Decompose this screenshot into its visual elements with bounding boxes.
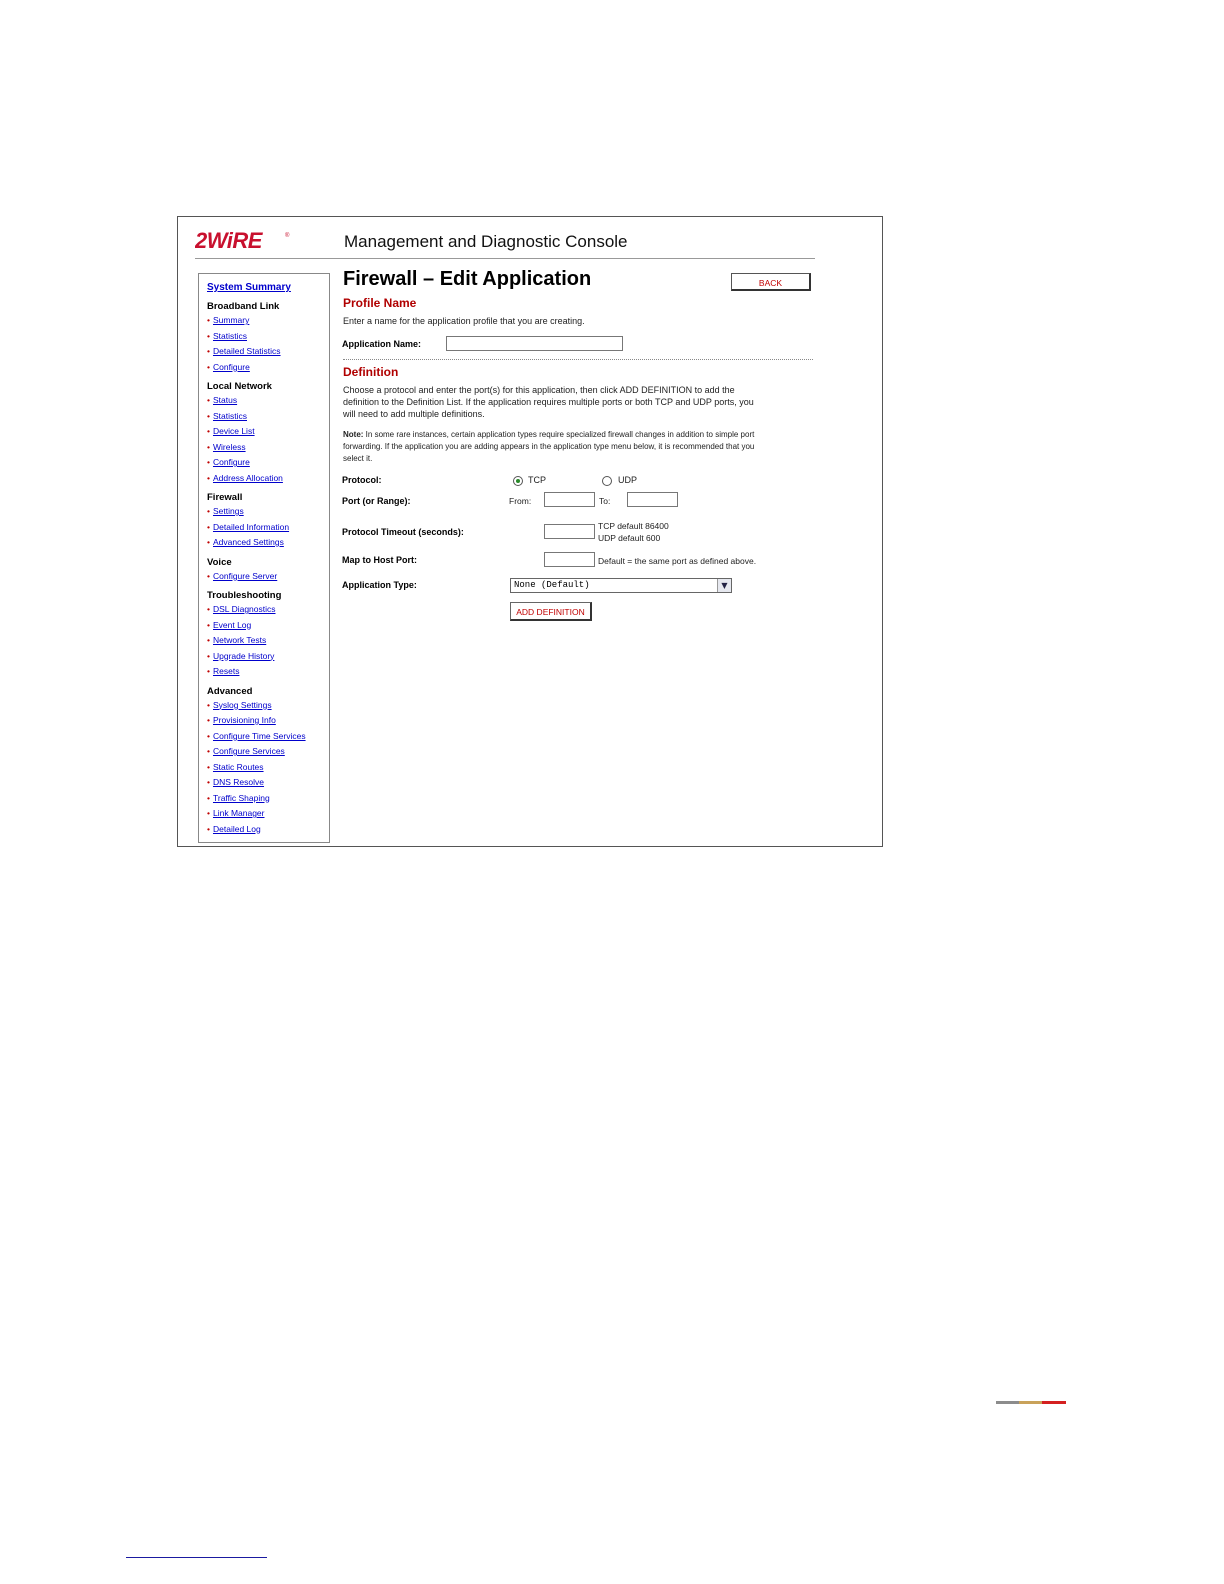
- bullet-icon: •: [207, 395, 210, 405]
- bullet-icon: •: [207, 361, 210, 372]
- console-title: Management and Diagnostic Console: [344, 232, 628, 251]
- definition-heading: Definition: [343, 365, 399, 379]
- sidebar-item-label[interactable]: Settings: [212, 506, 244, 516]
- bullet-icon: •: [207, 715, 210, 725]
- sidebar-item[interactable]: [207, 604, 276, 614]
- protocol-tcp-label: TCP: [528, 475, 546, 485]
- sidebar-item[interactable]: [207, 442, 246, 452]
- sidebar-link-system-summary[interactable]: System Summary: [207, 282, 291, 293]
- tcp-default-hint: TCP default 86400: [598, 521, 669, 531]
- sidebar-item[interactable]: [207, 651, 274, 661]
- sidebar-section-heading: Voice: [207, 556, 232, 568]
- sidebar-section-heading: Broadband Link: [207, 301, 280, 312]
- map-host-port-hint: Default = the same port as defined above.: [598, 556, 757, 566]
- sidebar-item[interactable]: [207, 362, 250, 372]
- sidebar-item-label[interactable]: Event Log: [212, 619, 252, 630]
- protocol-udp-label: UDP: [618, 475, 638, 485]
- sidebar-item[interactable]: [207, 411, 247, 421]
- sidebar-section-heading: Troubleshooting: [207, 590, 282, 601]
- sidebar-item[interactable]: [207, 315, 249, 325]
- bullet-icon: •: [207, 730, 210, 741]
- definition-instruction-line-1: Choose a protocol and enter the port(s) for this application, then click ADD DEFINITION to add the: [343, 385, 735, 395]
- protocol-timeout-input[interactable]: [544, 524, 595, 539]
- sidebar-item-label[interactable]: Detailed Statistics: [212, 346, 281, 356]
- sidebar-item-label[interactable]: Wireless: [212, 441, 246, 452]
- header-divider: [195, 258, 815, 259]
- to-label: To:: [599, 496, 611, 506]
- sidebar-item-label[interactable]: Address Allocation: [212, 472, 283, 483]
- sidebar-item[interactable]: [207, 715, 276, 725]
- bullet-icon: •: [207, 426, 210, 436]
- bullet-icon: •: [207, 808, 210, 818]
- application-name-input[interactable]: [446, 336, 623, 351]
- sidebar-item-label[interactable]: Configure Server: [212, 570, 278, 581]
- sidebar-item-label[interactable]: Status: [212, 395, 238, 405]
- sidebar-item-label[interactable]: Statistics: [212, 410, 247, 421]
- sidebar-item[interactable]: [207, 666, 239, 676]
- note-line-3: select it.: [343, 454, 373, 463]
- protocol-timeout-label: Protocol Timeout (seconds):: [342, 527, 464, 537]
- sidebar-item-label[interactable]: Statistics: [212, 330, 247, 341]
- bullet-icon: •: [207, 441, 210, 452]
- sidebar-item[interactable]: [207, 473, 283, 483]
- application-name-label: Application Name:: [342, 339, 422, 349]
- bullet-icon: •: [207, 472, 210, 483]
- add-definition-button[interactable]: ADD DEFINITION: [510, 602, 592, 621]
- page-title: Firewall – Edit Application: [343, 268, 592, 290]
- sidebar-item[interactable]: [207, 571, 277, 581]
- sidebar-item[interactable]: [207, 522, 289, 532]
- sidebar-item[interactable]: [207, 506, 244, 516]
- footnote-rule: [126, 1557, 267, 1558]
- deco-line-grey: [996, 1401, 1019, 1404]
- sidebar-item-label[interactable]: Syslog Settings: [212, 699, 272, 710]
- back-button[interactable]: BACK: [731, 273, 811, 291]
- port-from-input[interactable]: [544, 492, 595, 507]
- bullet-icon: •: [207, 761, 210, 772]
- note-line-2: forwarding. If the application you are adding appears in the application type menu below, it is recommended that you: [343, 442, 755, 451]
- protocol-label: Protocol:: [342, 475, 382, 485]
- brand-logo: [195, 228, 291, 252]
- sidebar-item[interactable]: [207, 808, 265, 818]
- udp-default-hint: UDP default 600: [598, 533, 661, 543]
- bullet-icon: •: [207, 823, 210, 834]
- definition-instruction-line-2: definition to the Definition List. If the application requires multiple ports or both TCP and UDP ports, you: [343, 397, 754, 407]
- sidebar-item[interactable]: [207, 426, 255, 436]
- sidebar-item[interactable]: [207, 793, 270, 803]
- section-divider: [343, 359, 813, 360]
- protocol-udp-radio[interactable]: [602, 476, 612, 486]
- deco-line-red: [1042, 1401, 1066, 1404]
- sidebar-item[interactable]: [207, 777, 264, 787]
- sidebar-item-label[interactable]: DSL Diagnostics: [212, 604, 276, 614]
- port-range-label: Port (or Range):: [342, 496, 411, 506]
- profile-name-heading: Profile Name: [343, 296, 417, 310]
- sidebar-item-label[interactable]: Summary: [212, 315, 250, 325]
- bullet-icon: •: [207, 410, 210, 421]
- bullet-icon: •: [207, 330, 210, 341]
- sidebar-item-label[interactable]: Upgrade History: [212, 650, 275, 661]
- bullet-icon: •: [207, 570, 210, 581]
- sidebar-item[interactable]: [207, 537, 284, 547]
- map-host-port-input[interactable]: [544, 552, 595, 567]
- sidebar-item-label[interactable]: Configure Services: [212, 746, 285, 756]
- from-label: From:: [509, 496, 532, 506]
- note-text-1: In some rare instances, certain application types require specialized firewall changes in addition to simple port: [363, 430, 755, 439]
- port-to-input[interactable]: [627, 492, 678, 507]
- bullet-icon: •: [207, 650, 210, 661]
- sidebar-item-label[interactable]: Detailed Information: [212, 521, 290, 532]
- sidebar-item-label[interactable]: Link Manager: [212, 808, 265, 818]
- bullet-icon: •: [207, 604, 210, 614]
- bullet-icon: •: [207, 315, 210, 325]
- application-type-value: None (Default): [514, 580, 590, 590]
- sidebar-item[interactable]: [207, 620, 251, 630]
- bullet-icon: •: [207, 537, 210, 547]
- sidebar-item[interactable]: [207, 395, 237, 405]
- sidebar-item-label[interactable]: Resets: [212, 666, 240, 676]
- sidebar-nav: [198, 273, 330, 843]
- sidebar-item-label[interactable]: Configure: [212, 457, 250, 467]
- application-type-label: Application Type:: [342, 580, 417, 590]
- profile-instruction: Enter a name for the application profile that you are creating.: [343, 316, 585, 326]
- sidebar-section-heading: Advanced: [207, 685, 253, 697]
- sidebar-section-heading: Local Network: [207, 381, 272, 392]
- svg-text:®: ®: [285, 233, 290, 239]
- sidebar-item[interactable]: [207, 731, 306, 741]
- bullet-icon: •: [207, 619, 210, 630]
- sidebar-item[interactable]: [207, 746, 285, 756]
- sidebar-item-label[interactable]: Device List: [212, 426, 255, 436]
- bullet-icon: •: [207, 777, 210, 787]
- sidebar-item[interactable]: [207, 762, 264, 772]
- sidebar-item-label[interactable]: Network Tests: [212, 635, 267, 645]
- sidebar-item[interactable]: [207, 635, 266, 645]
- note-label: Note:: [343, 430, 364, 439]
- sidebar-item[interactable]: [207, 457, 250, 467]
- note-line-1: [343, 429, 754, 441]
- sidebar-item-label[interactable]: Static Routes: [212, 761, 264, 772]
- sidebar-item-label[interactable]: DNS Resolve: [212, 777, 265, 787]
- application-type-select[interactable]: [510, 578, 732, 593]
- sidebar-item-label[interactable]: Configure: [212, 361, 250, 372]
- bullet-icon: •: [207, 666, 210, 676]
- sidebar-section-heading: Firewall: [207, 492, 243, 503]
- map-host-port-label: Map to Host Port:: [342, 555, 417, 565]
- definition-instruction-line-3: will need to add multiple definitions.: [343, 409, 485, 419]
- bullet-icon: •: [207, 699, 210, 710]
- sidebar-item[interactable]: [207, 824, 261, 834]
- sidebar-item-label[interactable]: Traffic Shaping: [212, 792, 270, 803]
- sidebar-item[interactable]: [207, 346, 281, 356]
- bullet-icon: •: [207, 346, 210, 356]
- sidebar-item-label[interactable]: Advanced Settings: [212, 537, 284, 547]
- bullet-icon: •: [207, 457, 210, 467]
- sidebar-item-label[interactable]: Detailed Log: [212, 823, 261, 834]
- bullet-icon: •: [207, 506, 210, 516]
- bullet-icon: •: [207, 521, 210, 532]
- bullet-icon: •: [207, 635, 210, 645]
- sidebar-item-label[interactable]: Configure Time Services: [212, 730, 306, 741]
- deco-line-gold: [1019, 1401, 1042, 1404]
- sidebar-item[interactable]: [207, 700, 272, 710]
- sidebar-item-label[interactable]: Provisioning Info: [212, 715, 276, 725]
- bullet-icon: •: [207, 746, 210, 756]
- chevron-down-icon[interactable]: ▼: [717, 579, 731, 592]
- svg-text:2WiRE: 2WiRE: [195, 228, 262, 252]
- protocol-tcp-radio[interactable]: [513, 476, 523, 486]
- sidebar-item[interactable]: [207, 331, 247, 341]
- bullet-icon: •: [207, 792, 210, 803]
